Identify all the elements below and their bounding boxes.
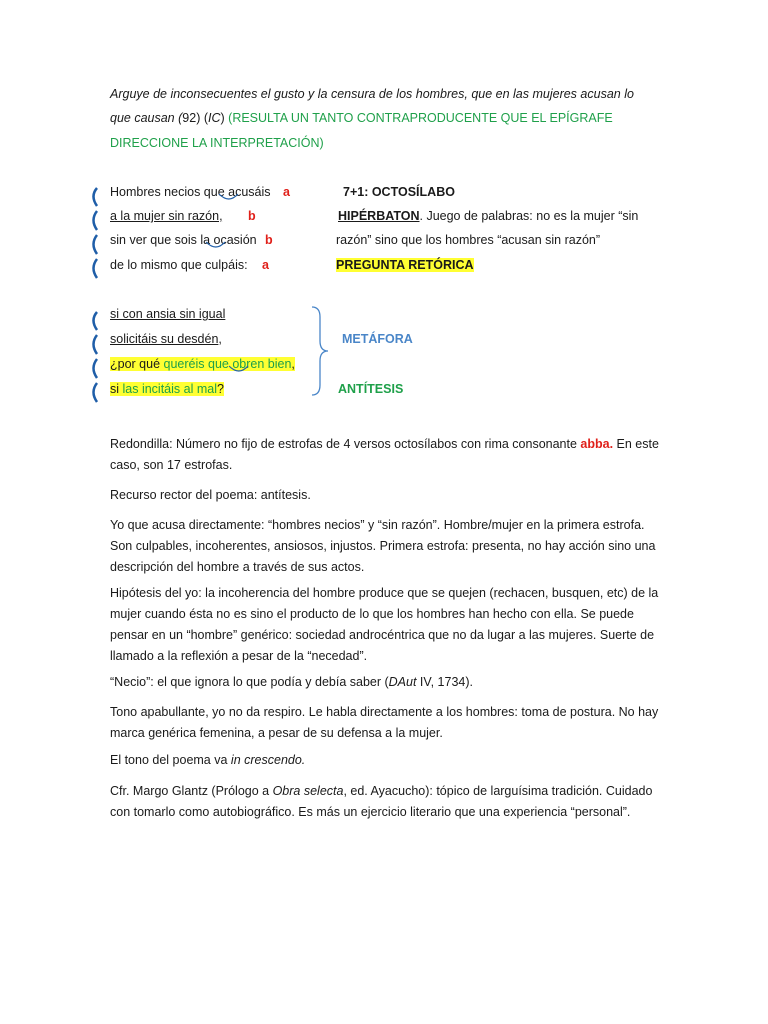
verse-punct: , xyxy=(291,357,295,371)
rhyme-a-2: a xyxy=(262,258,269,272)
p8-it: Obra selecta xyxy=(272,784,344,798)
paragraph-recurso: Recurso rector del poema: antítesis. xyxy=(110,488,311,502)
stanza1-line-4 xyxy=(110,258,248,272)
title-line-2 xyxy=(110,111,613,125)
annotation-arc-2 xyxy=(205,240,227,252)
stanza2-brackets xyxy=(86,310,102,406)
stanza2-line-3 xyxy=(110,357,295,371)
paragraph-yo: Yo que acusa directamente: “hombres necios” y “sin razón”. Hombre/mujer en la primera estrofa. Son culpables, incoherentes, ansiosos, injustos. Primera estrofa: presenta, no hay acción sino una descripción del hombre a través de sus actos. xyxy=(110,518,656,574)
p8-b: , ed. Ayacucho): tópico de larguísima tradición. Cuidado con tomarlo como autobiográfico. Es más un ejercicio literario que una experiencia “personal”. xyxy=(110,784,653,819)
hyperbaton-rest: . Juego de palabras: no es la mujer “sin xyxy=(419,209,639,223)
title-line-2-a: que causan ( xyxy=(110,111,183,125)
title-line-2-c: ) xyxy=(220,111,225,125)
stanza2-line-4 xyxy=(110,382,224,396)
stanza2-line-2 xyxy=(110,332,222,346)
verse-punct: , xyxy=(218,332,222,346)
bracket-1 xyxy=(94,188,98,206)
verse-text: Hombres necios que acusáis xyxy=(110,185,271,199)
paragraph-necio xyxy=(110,672,670,693)
p5-b: IV, 1734). xyxy=(416,675,473,689)
rhyme-a-1: a xyxy=(283,185,290,199)
stanza1-brackets xyxy=(86,186,102,282)
bracket-4 xyxy=(94,259,98,278)
rhyme-b-2: b xyxy=(265,233,273,247)
verse-text-b: queréis que obren bien xyxy=(163,357,292,371)
arc-path xyxy=(229,366,248,371)
verse-text: si con ansia sin igual xyxy=(110,307,226,321)
verse-text-b: las incitáis al mal xyxy=(122,382,217,396)
arc-path xyxy=(206,242,225,247)
verse-text: solicitáis su desdén xyxy=(110,332,219,346)
p7-a: El tono del poema va xyxy=(110,753,231,767)
hyperbaton-cont: razón” sino que los hombres “acusan sin razón” xyxy=(336,233,601,247)
metaphor-label: METÁFORA xyxy=(342,332,413,346)
verse-text: de lo mismo que culpáis: xyxy=(110,258,248,272)
p5-daut: DAut xyxy=(388,675,417,689)
bracket-2 xyxy=(94,211,98,230)
hyperbaton-label: HIPÉRBATON xyxy=(338,209,420,223)
verse-punct: ? xyxy=(216,382,224,396)
p8-a: Cfr. Margo Glantz (Prólogo a xyxy=(110,784,273,798)
epigraph-note-b: DIRECCIONE LA INTERPRETACIÓN) xyxy=(110,136,324,150)
title-line-2-b: ) ( xyxy=(196,111,208,125)
poem-number: 92 xyxy=(182,111,197,125)
meter-note: 7+1: OCTOSÍLABO xyxy=(343,185,455,199)
ic-abbrev: IC xyxy=(208,111,221,125)
p1-b: En este caso, son 17 estrofas. xyxy=(110,437,659,472)
paragraph-glantz xyxy=(110,781,670,823)
paragraph-crescendo xyxy=(110,750,670,771)
rhyme-b-1: b xyxy=(248,209,256,223)
rhetorical-question-note: PREGUNTA RETÓRICA xyxy=(336,258,474,272)
epigraph-note-a: (RESULTA UN TANTO CONTRAPRODUCENTE QUE EL EPÍGRAFE xyxy=(228,111,613,125)
p5-a: “Necio”: el que ignora lo que podía y debía saber ( xyxy=(110,675,389,689)
bracket-4 xyxy=(94,383,98,402)
verse-text-a: ¿por qué xyxy=(110,357,164,371)
bracket-2 xyxy=(94,335,98,354)
verse-text-a: si xyxy=(110,382,123,396)
p7-it: in crescendo. xyxy=(230,753,306,767)
paragraph-tono: Tono apabullante, yo no da respiro. Le habla directamente a los hombres: toma de postura. No hay marca genérica femenina, a pesar de su defensa a la mujer. xyxy=(110,705,659,740)
stanza1-line-3 xyxy=(110,233,257,247)
bracket-3 xyxy=(94,235,98,254)
arc-path xyxy=(219,194,238,199)
annotation-arc-3 xyxy=(228,364,250,376)
stanza2-line-1 xyxy=(110,307,225,321)
paragraph-hipotesis: Hipótesis del yo: la incoherencia del hombre produce que se quejen (rechacen, busquen, etc) de la mujer cuando ésta no es sino el producto de lo que los hombres han hecho con ella. Se puede pensar en un “hombre” genérico: sociedad androcéntrica que no da lugar a las mujeres. Suerte de llamado a la reflexión a pesar de la “necedad”. xyxy=(110,586,659,663)
p1-abba: abba. xyxy=(580,437,614,451)
antithesis-label: ANTÍTESIS xyxy=(338,382,404,396)
annotation-arc-1 xyxy=(218,192,240,204)
p1-a: Redondilla: Número no fijo de estrofas de 4 versos octosílabos con rima consonante xyxy=(110,437,581,451)
bracket-1 xyxy=(94,312,98,330)
stanza1-line-2 xyxy=(110,209,223,223)
title-line-1: Arguye de inconsecuentes el gusto y la censura de los hombres, que en las mujeres acusan lo xyxy=(110,87,634,101)
brace-path xyxy=(312,307,328,395)
bracket-3 xyxy=(94,359,98,378)
hyperbaton-note xyxy=(338,209,638,223)
curly-brace xyxy=(308,305,332,397)
verse-text: a la mujer sin razón, xyxy=(110,209,223,223)
verse-text: sin ver que sois la ocasión xyxy=(110,233,257,247)
paragraph-redondilla xyxy=(110,434,670,476)
stanza1-line-1 xyxy=(110,185,271,199)
